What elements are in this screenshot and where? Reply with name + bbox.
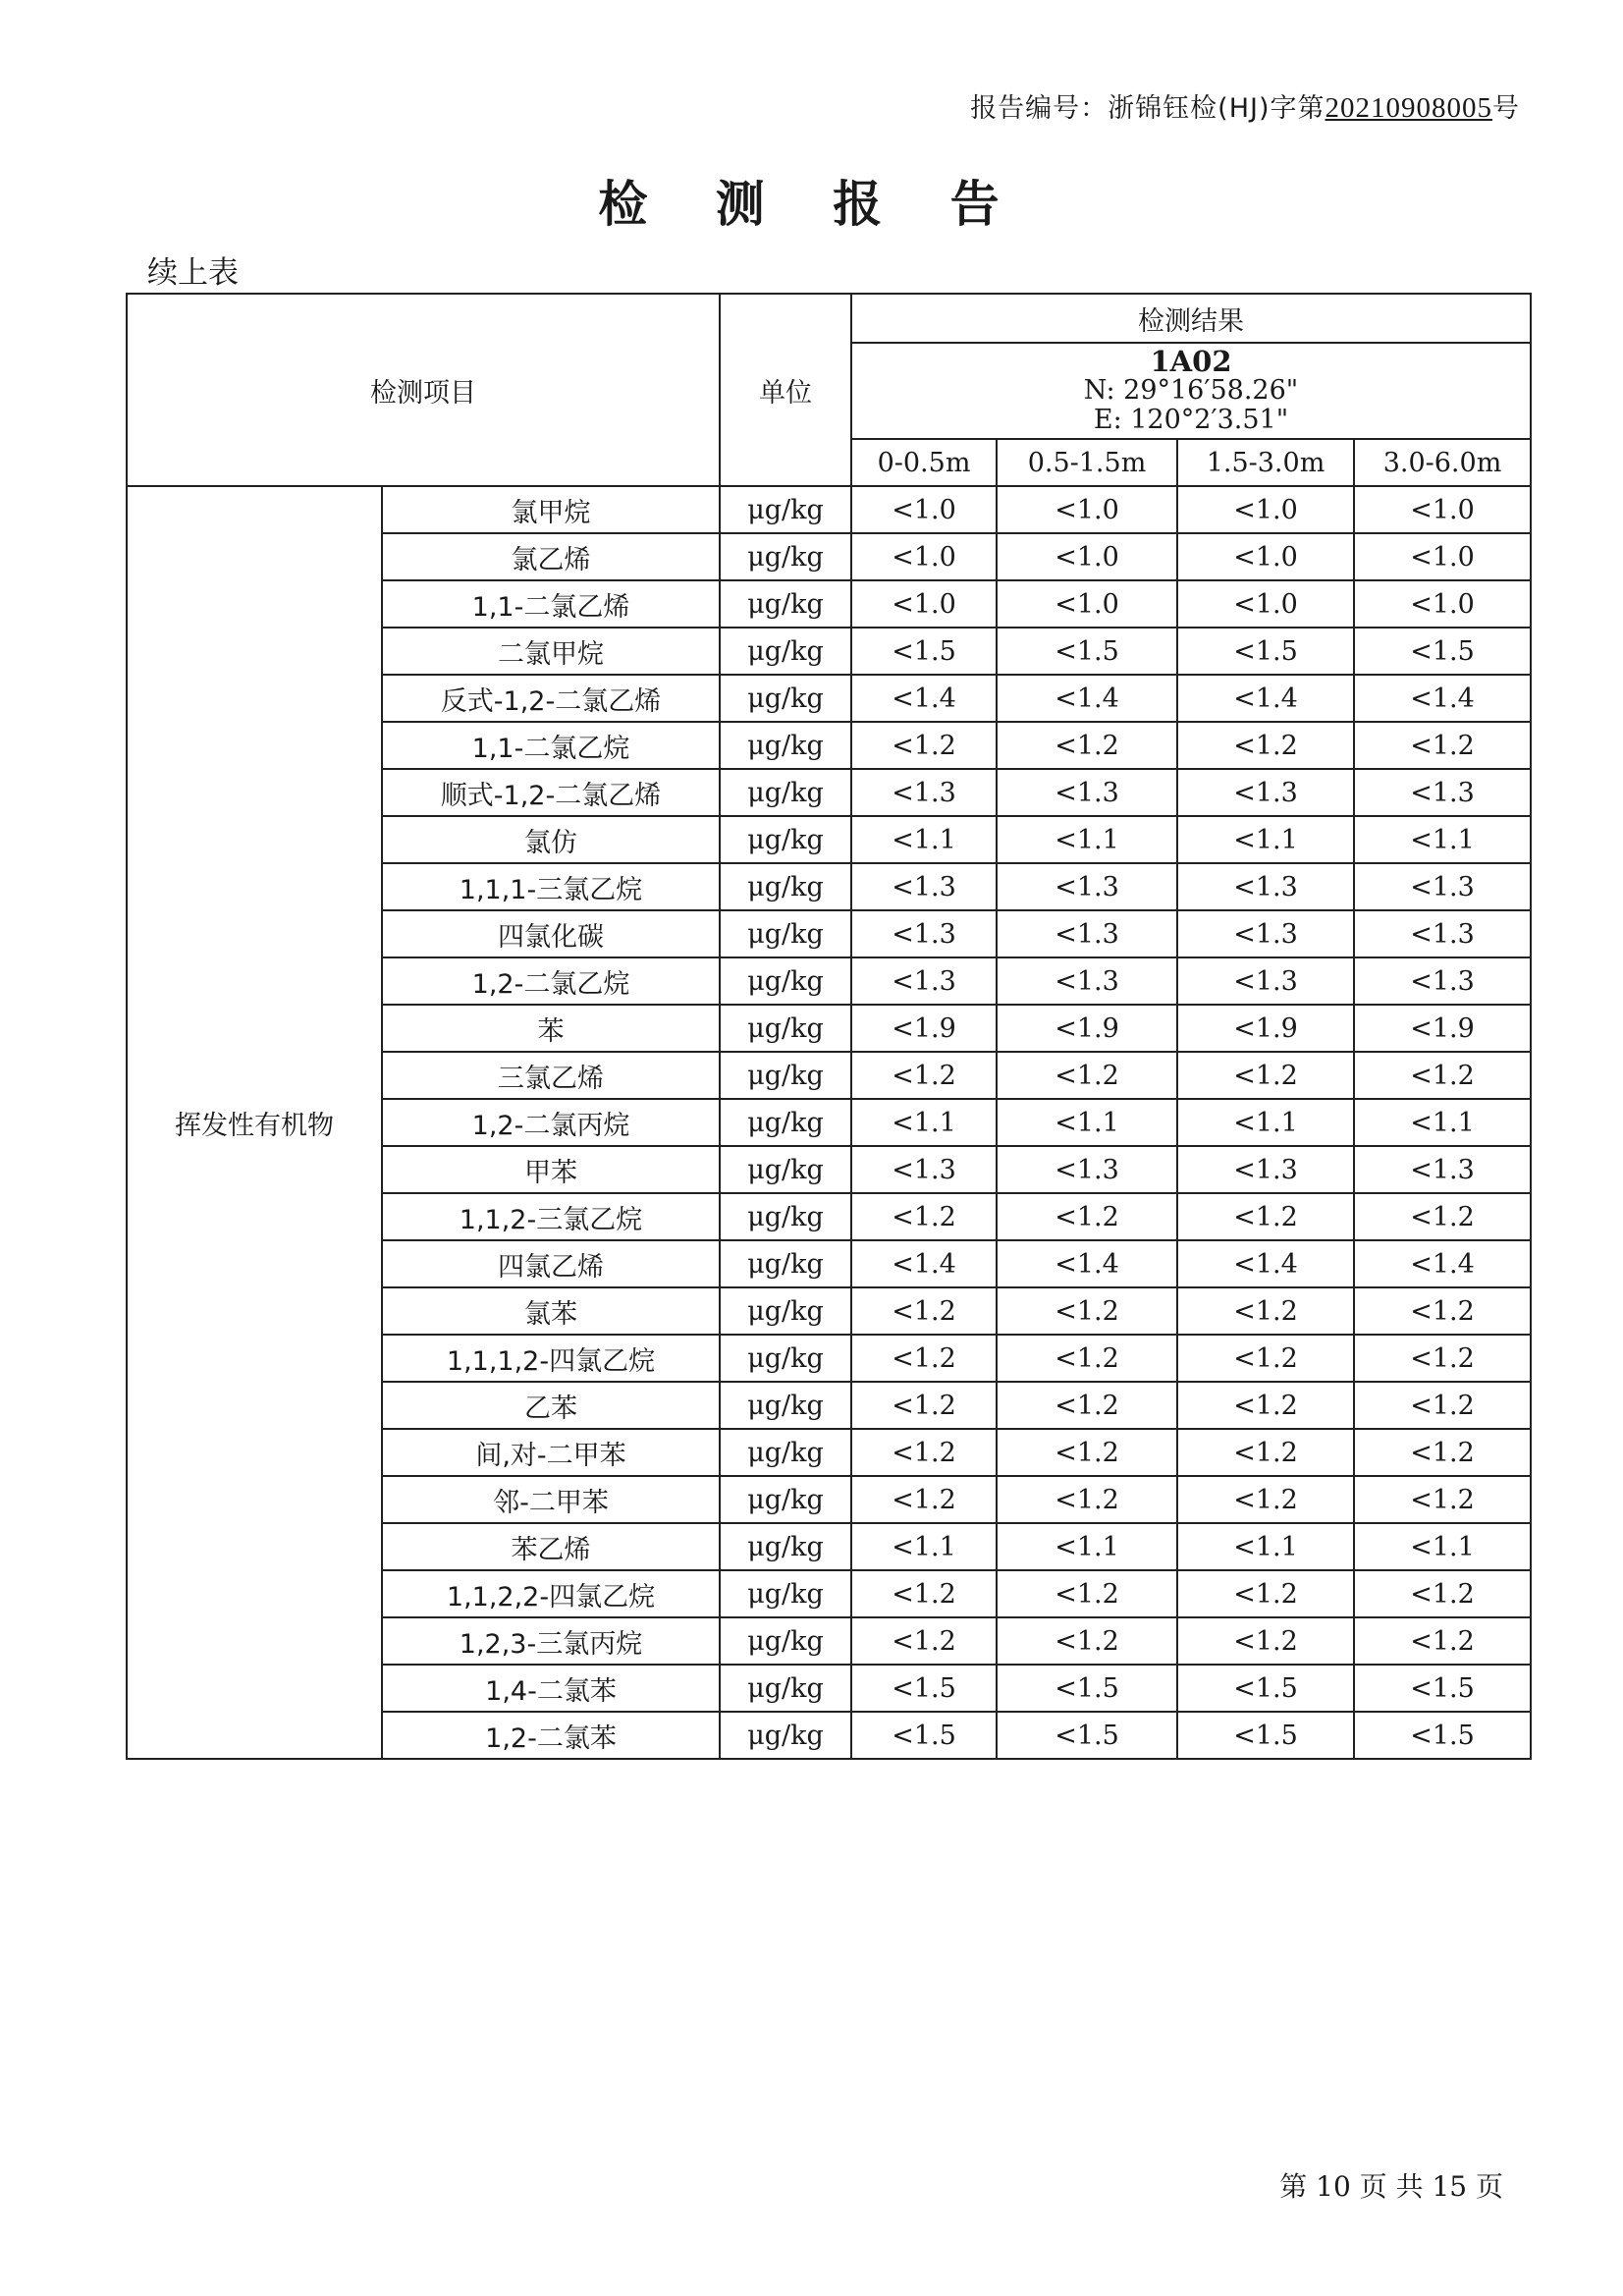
page-title: 检 测 报 告 [598,176,1025,233]
result-value: <1.5 [997,1665,1177,1712]
unit-cell: μg/kg [720,1570,851,1617]
unit-cell: μg/kg [720,816,851,863]
unit-cell: μg/kg [720,1052,851,1099]
result-value: <1.3 [851,863,997,910]
result-value: <1.5 [1354,1712,1531,1759]
result-value: <1.2 [1354,1052,1531,1099]
result-value: <1.2 [1354,1287,1531,1335]
compound-name: 苯 [382,1005,720,1052]
result-value: <1.2 [851,1476,997,1523]
compound-name: 1,1,1-三氯乙烷 [382,863,720,910]
result-value: <1.2 [997,1570,1177,1617]
result-value: <1.2 [1177,1287,1354,1335]
result-value: <1.9 [1177,1005,1354,1052]
result-value: <1.0 [851,486,997,533]
unit-cell: μg/kg [720,1240,851,1287]
result-value: <1.1 [851,1099,997,1146]
result-value: <1.2 [1354,722,1531,769]
result-value: <1.0 [1354,486,1531,533]
result-value: <1.2 [851,722,997,769]
result-value: <1.5 [1177,1712,1354,1759]
compound-name: 乙苯 [382,1382,720,1429]
result-value: <1.1 [1177,1523,1354,1570]
result-value: <1.3 [1354,910,1531,957]
result-value: <1.2 [1354,1429,1531,1476]
result-value: <1.4 [1354,675,1531,722]
result-value: <1.2 [1354,1617,1531,1665]
compound-name: 四氯乙烯 [382,1240,720,1287]
result-value: <1.0 [997,580,1177,628]
result-value: <1.4 [851,1240,997,1287]
compound-name: 1,1,2-三氯乙烷 [382,1193,720,1240]
result-value: <1.2 [1354,1335,1531,1382]
result-value: <1.5 [1177,1665,1354,1712]
depth-header: 3.0-6.0m [1354,439,1531,486]
result-value: <1.1 [1354,1099,1531,1146]
result-value: <1.3 [997,957,1177,1005]
result-value: <1.2 [997,1429,1177,1476]
compound-name: 邻-二甲苯 [382,1476,720,1523]
result-value: <1.2 [997,1335,1177,1382]
result-value: <1.3 [997,1146,1177,1193]
unit-cell: μg/kg [720,722,851,769]
compound-name: 甲苯 [382,1146,720,1193]
page-number: 第 10 页 共 15 页 [1279,2170,1503,2203]
report-number-suffix: 号 [1492,93,1520,124]
compound-name: 1,1-二氯乙烯 [382,580,720,628]
result-value: <1.5 [997,628,1177,675]
result-value: <1.0 [997,486,1177,533]
report-number-label: 报告编号：浙锦钰检(HJ)字第 [970,93,1325,124]
result-value: <1.3 [851,910,997,957]
result-value: <1.5 [851,1712,997,1759]
result-value: <1.9 [1354,1005,1531,1052]
result-value: <1.3 [997,863,1177,910]
compound-name: 1,2-二氯丙烷 [382,1099,720,1146]
result-value: <1.0 [851,580,997,628]
result-value: <1.1 [1177,816,1354,863]
result-value: <1.4 [851,675,997,722]
result-value: <1.0 [1177,486,1354,533]
result-value: <1.1 [1354,1523,1531,1570]
result-value: <1.2 [997,1287,1177,1335]
result-value: <1.2 [1354,1382,1531,1429]
results-table [126,293,1532,1760]
result-value: <1.2 [1177,1052,1354,1099]
result-value: <1.4 [1354,1240,1531,1287]
continued-label: 续上表 [147,255,239,291]
compound-name: 苯乙烯 [382,1523,720,1570]
compound-name: 1,1,1,2-四氯乙烷 [382,1335,720,1382]
result-value: <1.2 [851,1570,997,1617]
result-value: <1.3 [1354,769,1531,816]
result-value: <1.0 [1354,533,1531,580]
compound-name: 1,1,2,2-四氯乙烷 [382,1570,720,1617]
result-value: <1.3 [1177,957,1354,1005]
compound-name: 反式-1,2-二氯乙烯 [382,675,720,722]
result-value: <1.4 [1177,1240,1354,1287]
result-value: <1.1 [1177,1099,1354,1146]
result-value: <1.5 [997,1712,1177,1759]
result-value: <1.2 [1177,1570,1354,1617]
compound-name: 间,对-二甲苯 [382,1429,720,1476]
result-value: <1.9 [997,1005,1177,1052]
header-unit: 单位 [720,294,851,486]
result-value: <1.2 [997,1382,1177,1429]
result-value: <1.3 [1177,863,1354,910]
sample-site-east: E: 120°2′3.51" [1093,405,1289,435]
compound-name: 1,2-二氯苯 [382,1712,720,1759]
unit-cell: μg/kg [720,1099,851,1146]
unit-cell: μg/kg [720,957,851,1005]
unit-cell: μg/kg [720,1287,851,1335]
result-value: <1.2 [851,1335,997,1382]
unit-cell: μg/kg [720,1665,851,1712]
result-value: <1.3 [1177,769,1354,816]
compound-name: 三氯乙烯 [382,1052,720,1099]
result-value: <1.2 [851,1429,997,1476]
result-value: <1.1 [1354,816,1531,863]
result-value: <1.5 [851,628,997,675]
result-value: <1.1 [851,1523,997,1570]
unit-cell: μg/kg [720,1429,851,1476]
compound-name: 顺式-1,2-二氯乙烯 [382,769,720,816]
depth-header: 1.5-3.0m [1177,439,1354,486]
report-number-value: 20210908005 [1325,92,1492,124]
unit-cell: μg/kg [720,1476,851,1523]
result-value: <1.3 [1177,910,1354,957]
result-value: <1.1 [997,816,1177,863]
result-value: <1.2 [1177,1617,1354,1665]
unit-cell: μg/kg [720,628,851,675]
result-value: <1.5 [1354,1665,1531,1712]
result-value: <1.0 [997,533,1177,580]
compound-name: 氯仿 [382,816,720,863]
depth-header: 0.5-1.5m [997,439,1177,486]
compound-name: 氯甲烷 [382,486,720,533]
result-value: <1.5 [1177,628,1354,675]
result-value: <1.2 [851,1052,997,1099]
unit-cell: μg/kg [720,486,851,533]
unit-cell: μg/kg [720,533,851,580]
result-value: <1.3 [1177,1146,1354,1193]
unit-cell: μg/kg [720,1005,851,1052]
compound-name: 氯苯 [382,1287,720,1335]
unit-cell: μg/kg [720,1712,851,1759]
result-value: <1.2 [851,1193,997,1240]
result-value: <1.2 [997,722,1177,769]
result-value: <1.5 [851,1665,997,1712]
result-value: <1.2 [997,1193,1177,1240]
result-value: <1.2 [851,1382,997,1429]
unit-cell: μg/kg [720,1523,851,1570]
compound-name: 四氯化碳 [382,910,720,957]
result-value: <1.2 [851,1617,997,1665]
result-value: <1.2 [1177,1335,1354,1382]
category-group: 挥发性有机物 [127,486,382,1759]
compound-name: 氯乙烯 [382,533,720,580]
result-value: <1.2 [1354,1570,1531,1617]
unit-cell: μg/kg [720,769,851,816]
result-value: <1.2 [1177,1429,1354,1476]
result-value: <1.2 [1177,1476,1354,1523]
table-row [127,486,1531,533]
result-value: <1.4 [997,1240,1177,1287]
result-value: <1.2 [1177,1382,1354,1429]
unit-cell: μg/kg [720,910,851,957]
compound-name: 1,4-二氯苯 [382,1665,720,1712]
result-value: <1.2 [851,1287,997,1335]
sample-site-id: 1A02 [1150,345,1232,378]
result-value: <1.1 [851,816,997,863]
result-value: <1.3 [1354,957,1531,1005]
unit-cell: μg/kg [720,1146,851,1193]
unit-cell: μg/kg [720,1382,851,1429]
result-value: <1.3 [997,910,1177,957]
compound-name: 1,2-二氯乙烷 [382,957,720,1005]
result-value: <1.2 [1354,1476,1531,1523]
result-value: <1.2 [997,1476,1177,1523]
result-value: <1.3 [997,769,1177,816]
result-value: <1.3 [851,1146,997,1193]
result-value: <1.0 [1177,533,1354,580]
header-item: 检测项目 [127,294,720,486]
compound-name: 1,2,3-三氯丙烷 [382,1617,720,1665]
result-value: <1.2 [1177,722,1354,769]
result-value: <1.2 [997,1617,1177,1665]
result-value: <1.0 [1354,580,1531,628]
unit-cell: μg/kg [720,863,851,910]
compound-name: 1,1-二氯乙烷 [382,722,720,769]
result-value: <1.2 [1177,1193,1354,1240]
result-value: <1.4 [1177,675,1354,722]
unit-cell: μg/kg [720,580,851,628]
result-value: <1.0 [851,533,997,580]
depth-header: 0-0.5m [851,439,997,486]
sample-site-north: N: 29°16′58.26" [1083,375,1299,406]
result-value: <1.3 [1354,863,1531,910]
result-value: <1.1 [997,1523,1177,1570]
header-results: 检测结果 [851,294,1531,343]
unit-cell: μg/kg [720,1193,851,1240]
sample-site-cell [851,343,1531,439]
result-value: <1.5 [1354,628,1531,675]
report-number-line [970,86,1520,125]
result-value: <1.2 [1354,1193,1531,1240]
result-value: <1.3 [1354,1146,1531,1193]
result-value: <1.9 [851,1005,997,1052]
compound-name: 二氯甲烷 [382,628,720,675]
result-value: <1.3 [851,769,997,816]
result-value: <1.4 [997,675,1177,722]
result-value: <1.2 [997,1052,1177,1099]
result-value: <1.1 [997,1099,1177,1146]
unit-cell: μg/kg [720,675,851,722]
result-value: <1.3 [851,957,997,1005]
result-value: <1.0 [1177,580,1354,628]
unit-cell: μg/kg [720,1335,851,1382]
unit-cell: μg/kg [720,1617,851,1665]
